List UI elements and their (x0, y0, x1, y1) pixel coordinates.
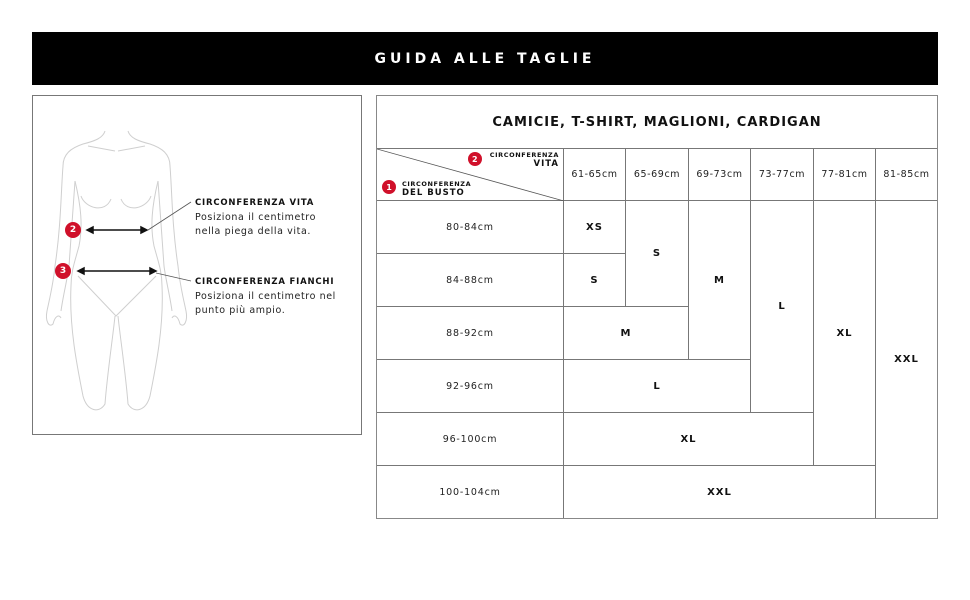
row-header: 80-84cm (377, 201, 564, 254)
row-header: 84-88cm (377, 254, 564, 307)
size-cell-xl: XL (814, 201, 876, 466)
waist-axis-label (471, 151, 559, 169)
waist-callout-line1: Posiziona il centimetro (195, 212, 316, 223)
bust-axis-label (402, 180, 471, 198)
table-title: CAMICIE, T-SHIRT, MAGLIONI, CARDIGAN (377, 96, 937, 149)
hip-callout-line1: Posiziona il centimetro nel (195, 291, 336, 302)
hip-callout-title: CIRCONFERENZA FIANCHI (195, 277, 335, 287)
size-chart-table (376, 95, 938, 519)
column-header: 69-73cm (689, 149, 751, 201)
row-header: 100-104cm (377, 466, 564, 518)
body-measurement-figure (32, 95, 362, 435)
waist-callout-line2: nella piega della vita. (195, 226, 311, 237)
bust-axis-small: CIRCONFERENZA (402, 180, 472, 188)
row-header: 96-100cm (377, 413, 564, 466)
row-header: 92-96cm (377, 360, 564, 413)
size-cell-xl: XL (564, 413, 814, 466)
row-header: 88-92cm (377, 307, 564, 360)
size-cell-l: L (751, 201, 814, 413)
size-cell-m: M (564, 307, 689, 360)
hip-callout (195, 277, 360, 318)
size-cell-xxl: XXL (894, 354, 919, 365)
size-cell-s: S (626, 201, 689, 307)
waist-axis-big: VITA (533, 159, 559, 169)
size-cell-xxl: XXL (564, 466, 876, 518)
table-corner-header (377, 149, 564, 201)
bust-axis-big: DEL BUSTO (402, 188, 465, 198)
size-cell-l: L (564, 360, 751, 413)
size-cell-m: M (689, 201, 751, 360)
size-cell-xs: XS (564, 201, 626, 254)
hip-callout-line2: punto più ampio. (195, 305, 286, 316)
column-header: 73-77cm (751, 149, 814, 201)
column-header: 77-81cm (814, 149, 876, 201)
size-guide-header (32, 32, 938, 85)
column-header: 61-65cm (564, 149, 626, 201)
waist-axis-small: CIRCONFERENZA (489, 151, 559, 159)
body-outline-illustration (33, 96, 363, 436)
page-title: GUIDA ALLE TAGLIE (374, 50, 596, 67)
waist-axis-badge: 2 (468, 152, 482, 166)
column-header: 65-69cm (626, 149, 689, 201)
waist-callout (195, 198, 360, 239)
waist-callout-title: CIRCONFERENZA VITA (195, 198, 315, 208)
size-cell-s: S (564, 254, 626, 307)
waist-badge: 2 (65, 222, 81, 238)
column-header: 81-85cm (876, 149, 937, 201)
hip-badge: 3 (55, 263, 71, 279)
bust-axis-badge: 1 (382, 180, 396, 194)
